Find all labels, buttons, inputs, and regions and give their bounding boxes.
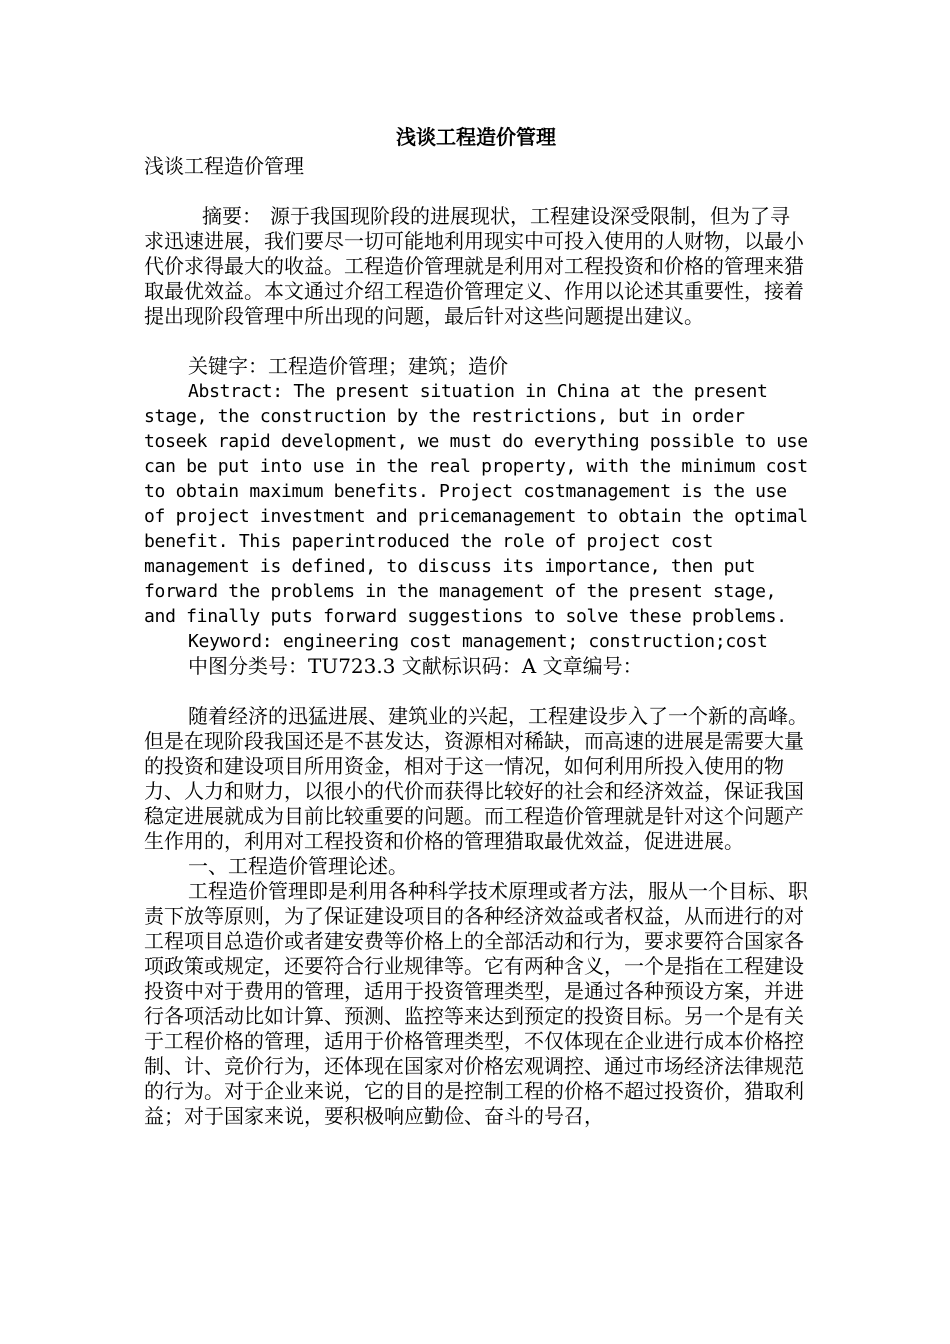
keywords-cn: 关键字：工程造价管理；建筑；造价 [188, 354, 508, 378]
section-1-heading: 一、工程造价管理论述。 [188, 854, 408, 878]
abstract-cn [144, 204, 808, 329]
keywords-en: Keyword: engineering cost management; construction;cost [188, 631, 768, 652]
abstract-cn-label: 摘要： [202, 204, 262, 228]
intro-paragraph: 随着经济的迅猛进展、建筑业的兴起，工程建设步入了一个新的高峰。但是在现阶段我国还是不甚发达，资源相对稀缺，而高速的进展是需要大量的投资和建设项目所用资金，相对于这一情况，如何利用所投入使用的物力、人力和财力，以很小的代价而获得比较好的社会和经济效益，保证我国稳定进展就成为目前比较重要的问题。而工程造价管理就是针对这个问题产生作用的，利用对工程投资和价格的管理猎取最优效益，促进进展。 [144, 704, 808, 853]
document-body [144, 124, 808, 1129]
classification-line: 中图分类号：TU723.3 文献标识码：A 文章编号： [188, 654, 643, 678]
section-1-paragraph: 工程造价管理即是利用各种科学技术原理或者方法，服从一个目标、职责下放等原则，为了保证建设项目的各种经济效益或者权益，从而进行的对工程项目总造价或者建安费等价格上的全部活动和行为，要求要符合国家各项政策或规定，还要符合行业规律等。它有两种含义，一个是指在工程建设投资中对于费用的管理，适用于投资管理类型，是通过各种预设方案，并进行各项活动比如计算、预测、监控等来达到预定的投资目标。另一个是有关于工程价格的管理，适用于价格管理类型，不仅体现在企业进行成本价格控制、计、竞价行为，还体现在国家对价格宏观调控、通过市场经济法律规范的行为。对于企业来说，它的目的是控制工程的价格不超过投资价，猎取利益；对于国家来说，要积极响应勤俭、奋斗的号召， [144, 879, 808, 1128]
abstract-cn-text: 源于我国现阶段的进展现状，工程建设深受限制，但为了寻求迅速进展，我们要尽一切可能地利用现实中可投入使用的人财物，以最小代价求得最大的收益。工程造价管理就是利用对工程投资和价格的管理来猎取最优效益。本文通过介绍工程造价管理定义、作用以论述其重要性，接着提出现阶段管理中所出现的问题，最后针对这些问题提出建议。 [144, 204, 804, 328]
document-subtitle: 浅谈工程造价管理 [144, 154, 304, 178]
document-title: 浅谈工程造价管理 [396, 125, 556, 149]
abstract-en: Abstract: The present situation in China at the present stage, the construction by the restrictions, but in order toseek rapid development, we must do everything possible to use can be put into use in the real property, with the minimum cost to obtain maximum benefits. Project costmanagement is the use of project investment and pricemanagement to obtain the optimal benefit. This paperintroduced the role of project cost management is defined, to discuss its importance, then put forward the problems in the management of the present stage, and finally puts forward suggestions to solve these problems. [144, 381, 808, 627]
